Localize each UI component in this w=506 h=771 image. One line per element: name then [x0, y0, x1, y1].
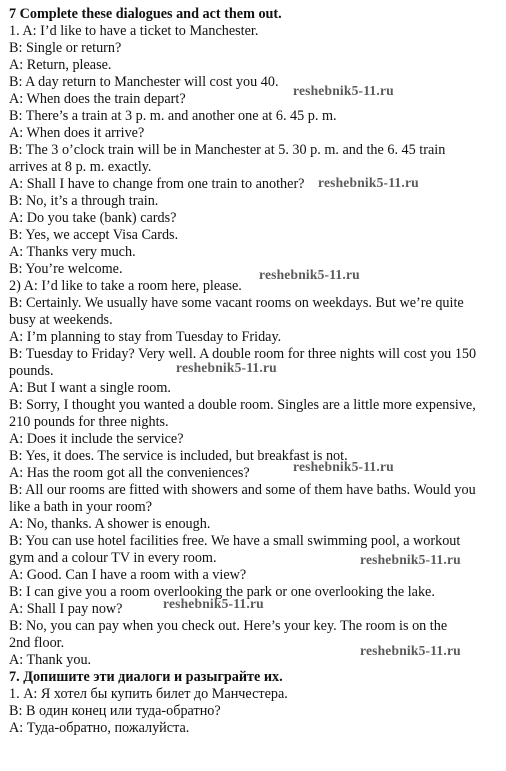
text-line: B: There’s a train at 3 p. m. and another one at 6. 45 p. m.	[9, 108, 337, 124]
watermark: reshebnik5-11.ru	[360, 552, 461, 567]
text-line: A: But I want a single room.	[9, 380, 171, 396]
text-line: B: No, it’s a through train.	[9, 193, 159, 209]
text-line: A: When does it arrive?	[9, 125, 145, 141]
text-line: gym and a colour TV in every room.	[9, 550, 217, 566]
text-line: A: I’m planning to stay from Tuesday to Friday.	[9, 329, 282, 345]
text-line: 1. А: Я хотел бы купить билет до Манчестера.	[9, 686, 288, 702]
text-line: B: Certainly. We usually have some vacant rooms on weekdays. But we’re quite	[9, 295, 464, 311]
watermark: reshebnik5-11.ru	[293, 83, 394, 98]
text-line: B: Single or return?	[9, 40, 122, 56]
text-line: A: Shall I pay now?	[9, 601, 123, 617]
watermark: reshebnik5-11.ru	[176, 360, 277, 375]
text-line: A: Good. Can I have a room with a view?	[9, 567, 247, 583]
text-line: 2nd floor.	[9, 635, 65, 651]
text-line: A: Do you take (bank) cards?	[9, 210, 177, 226]
watermark: reshebnik5-11.ru	[293, 459, 394, 474]
text-line: busy at weekends.	[9, 312, 113, 328]
exercise-heading: 7 Complete these dialogues and act them out.	[9, 6, 282, 22]
text-line: B: The 3 o’clock train will be in Manchester at 5. 30 p. m. and the 6. 45 train	[9, 142, 446, 158]
text-line: 2) A: I’d like to take a room here, please.	[9, 278, 242, 294]
text-line: B: A day return to Manchester will cost you 40.	[9, 74, 279, 90]
text-line: 1. A: I’d like to have a ticket to Manchester.	[9, 23, 259, 39]
text-line: A: Thank you.	[9, 652, 92, 668]
watermark: reshebnik5-11.ru	[318, 175, 419, 190]
text-line: A: Thanks very much.	[9, 244, 136, 260]
text-line: arrives at 8 p. m. exactly.	[9, 159, 152, 175]
watermark: reshebnik5-11.ru	[360, 643, 461, 658]
text-line: pounds.	[9, 363, 54, 379]
text-line: B: Sorry, I thought you wanted a double room. Singles are a little more expensive,	[9, 397, 476, 413]
watermark: reshebnik5-11.ru	[163, 596, 264, 611]
text-line: B: You’re welcome.	[9, 261, 123, 277]
text-line: B: You can use hotel facilities free. We have a small swimming pool, a workout	[9, 533, 461, 549]
text-line: like a bath in your room?	[9, 499, 153, 515]
text-line: A: When does the train depart?	[9, 91, 186, 107]
text-line: B: Yes, it does. The service is included, but breakfast is not.	[9, 448, 348, 464]
text-line: B: Tuesday to Friday? Very well. A double room for three nights will cost you 150	[9, 346, 477, 362]
text-line: B: No, you can pay when you check out. Here’s your key. The room is on the	[9, 618, 448, 634]
text-line: A: No, thanks. A shower is enough.	[9, 516, 211, 532]
text-line: В: В один конец или туда-обратно?	[9, 703, 221, 719]
text-line: А: Туда-обратно, пожалуйста.	[9, 720, 190, 736]
translation-heading: 7. Допишите эти диалоги и разыграйте их.	[9, 669, 283, 685]
watermark: reshebnik5-11.ru	[259, 267, 360, 282]
text-line: B: Yes, we accept Visa Cards.	[9, 227, 179, 243]
text-line: 210 pounds for three nights.	[9, 414, 169, 430]
text-line: A: Has the room got all the conveniences?	[9, 465, 250, 481]
text-line: B: I can give you a room overlooking the park or one overlooking the lake.	[9, 584, 435, 600]
text-line: A: Does it include the service?	[9, 431, 184, 447]
text-line: A: Shall I have to change from one train to another?	[9, 176, 305, 192]
text-line: B: All our rooms are fitted with showers and some of them have baths. Would you	[9, 482, 476, 498]
text-line: A: Return, please.	[9, 57, 112, 73]
